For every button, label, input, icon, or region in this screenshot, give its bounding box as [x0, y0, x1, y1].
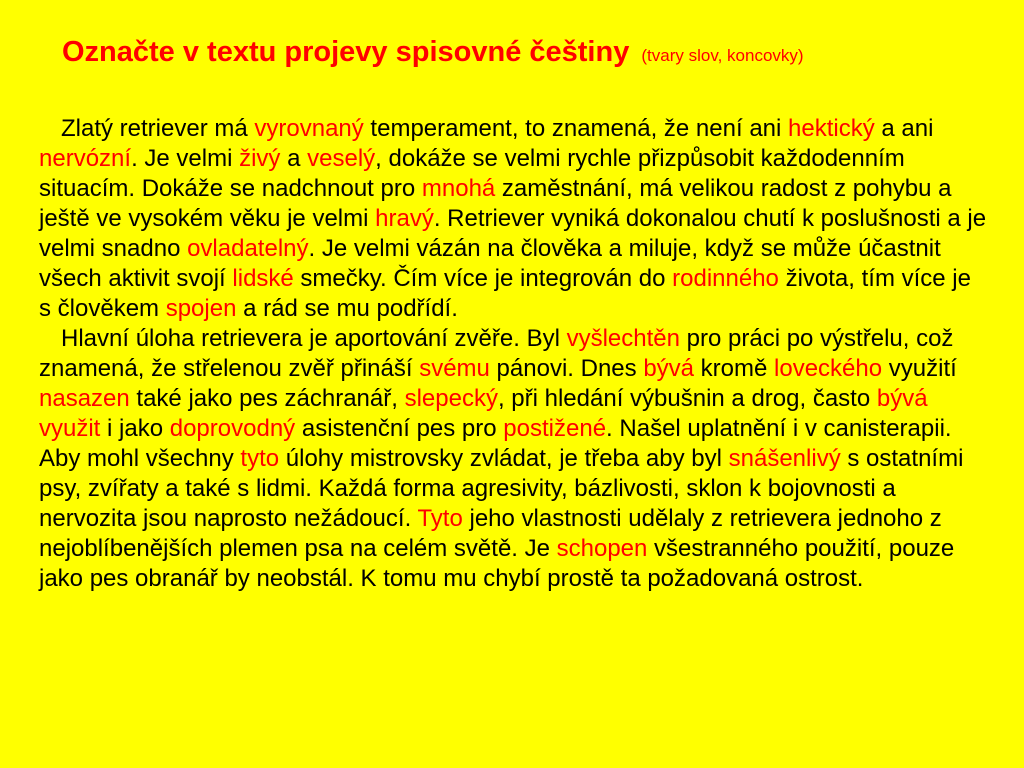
title-subtitle: (tvary slov, koncovky)	[641, 46, 804, 65]
text-segment: pánovi. Dnes	[489, 355, 644, 382]
text-segment: asistenční pes pro	[295, 415, 504, 442]
text-segment: smečky. Čím více je integrován do	[293, 265, 673, 292]
text-segment: Zlatý retriever má	[61, 115, 255, 142]
highlighted-word: loveckého	[774, 355, 883, 382]
text-segment: pro práci po výstřelu, což znamená, že střelenou zvěř přináší	[39, 325, 954, 382]
text-segment: . Je velmi vázán na člověka a miluje, když se může účastnit všech aktivit svojí	[39, 235, 941, 292]
highlighted-word: živý	[239, 145, 281, 172]
highlighted-word: lidské	[232, 265, 294, 292]
highlighted-word: slepecký	[404, 385, 498, 412]
highlighted-word: mnohá	[421, 175, 496, 202]
highlighted-word: bývá	[643, 355, 695, 382]
slide-title	[62, 26, 992, 82]
text-segment: využití	[882, 355, 957, 382]
text-segment: a	[280, 145, 308, 172]
text-segment: zaměstnání, má velikou radost z pohybu a ještě ve vysokém věku je velmi	[39, 175, 952, 232]
text-segment: také jako pes záchranář,	[129, 385, 405, 412]
highlighted-word: bývá využit	[39, 385, 928, 442]
highlighted-word: rodinného	[672, 265, 779, 292]
highlighted-word: svému	[419, 355, 490, 382]
highlighted-word: vyrovnaný	[254, 115, 364, 142]
highlighted-word: nervózní	[39, 145, 132, 172]
highlighted-word: vyšlechtěn	[566, 325, 680, 352]
text-segment: s ostatními psy, zvířaty a také s lidmi. Každá forma agresivity, bázlivosti, sklon k bojovnosti a nervozita jsou naprosto nežádoucí.	[39, 445, 964, 532]
highlighted-word: nasazen	[39, 385, 130, 412]
text-segment: života, tím více je s člověkem	[39, 265, 971, 322]
text-segment: a rád se mu podřídí.	[236, 295, 458, 322]
paragraph-1	[39, 114, 989, 324]
text-segment: . Našel uplatnění i v canisterapii. Aby mohl všechny	[39, 415, 952, 472]
text-segment: a ani	[874, 115, 934, 142]
highlighted-word: postižené	[503, 415, 607, 442]
title-main: Označte v textu projevy spisovné češtiny	[62, 36, 630, 68]
text-segment: Hlavní úloha retrievera je aportování zvěře. Byl	[61, 325, 567, 352]
text-segment: . Retriever vyniká dokonalou chutí k poslušnosti a je velmi snadno	[39, 205, 987, 262]
text-segment: . Je velmi	[131, 145, 240, 172]
highlighted-word: ovladatelný	[187, 235, 309, 262]
text-segment: , dokáže se velmi rychle přizpůsobit každodenním situacím. Dokáže se nadchnout pro	[39, 145, 905, 202]
text-segment: temperament, to znamená, že není ani	[363, 115, 789, 142]
text-segment: i jako	[100, 415, 170, 442]
paragraph-2	[39, 324, 989, 594]
highlighted-word: tyto	[240, 445, 280, 472]
text-segment: kromě	[694, 355, 775, 382]
text-segment: jeho vlastnosti udělaly z retrievera jednoho z nejoblíbenějších plemen psa na celém světě. Je	[39, 505, 942, 562]
highlighted-word: schopen	[556, 535, 648, 562]
text-segment: úlohy mistrovsky zvládat, je třeba aby byl	[279, 445, 729, 472]
highlighted-word: spojen	[165, 295, 237, 322]
highlighted-word: snášenlivý	[728, 445, 841, 472]
body-text	[39, 114, 989, 594]
highlighted-word: Tyto	[417, 505, 463, 532]
text-segment: , při hledání výbušnin a drog, často	[497, 385, 877, 412]
highlighted-word: hektický	[788, 115, 875, 142]
highlighted-word: veselý	[307, 145, 376, 172]
highlighted-word: doprovodný	[169, 415, 296, 442]
highlighted-word: hravý	[375, 205, 434, 232]
text-segment: všestranného použití, pouze jako pes obranář by neobstál. K tomu mu chybí prostě ta požadovaná ostrost.	[39, 535, 955, 592]
